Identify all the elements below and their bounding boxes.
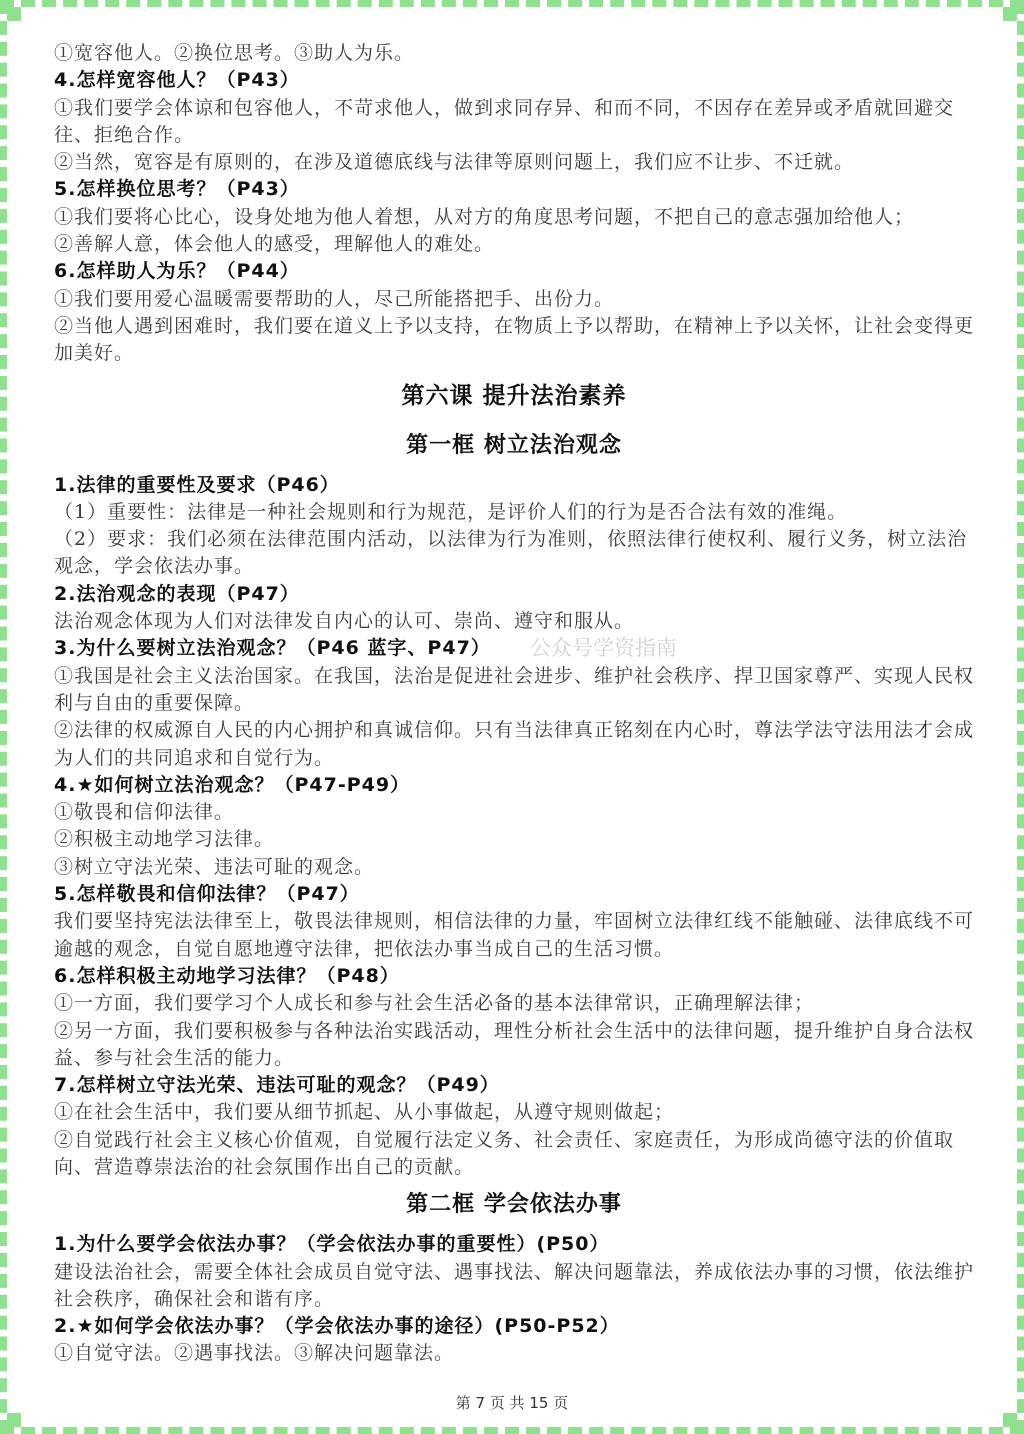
question-heading: 2.法治观念的表现（P47） [54,582,300,605]
answer-text: ②积极主动地学习法律。 [54,828,275,851]
question-heading: 2.★如何学会依法办事？（学会依法办事的途径）(P50-P52） [54,1315,620,1338]
answer-text: ②另一方面，我们要积极参与各种法治实践活动，理性分析社会生活中的法律问题，提升维护自身合法权益、参与社会生活的能力。 [54,1019,975,1069]
answer-text: ②当然，宽容是有原则的，在涉及道德底线与法律等原则问题上，我们应不让步、不迁就。 [54,151,855,174]
answer-text: ①一方面，我们要学习个人成长和参与社会生活必备的基本法律常识，正确理解法律； [54,992,815,1015]
answer-text: ①我们要用爱心温暖需要帮助的人，尽己所能搭把手、出份力。 [54,287,615,310]
question-heading: 3.为什么要树立法治观念？（P46 蓝字、P47） [54,637,491,660]
question-heading: 5.怎样敬畏和信仰法律？（P47） [54,883,360,906]
answer-text: ②自觉践行社会主义核心价值观，自觉履行法定义务、社会责任、家庭责任，为形成尚德守法的价值取向、营造尊崇法治的社会氛围作出自己的贡献。 [54,1128,955,1178]
answer-text: （2）要求：我们必须在法律范围内活动，以法律为行为准则，依照法律行使权利、履行义务，树立法治观念，学会依法办事。 [54,528,968,578]
answer-text: ②善解人意，体会他人的感受，理解他人的难处。 [54,233,495,256]
answer-text: ②法律的权威源自人民的内心拥护和真诚信仰。只有当法律真正铭刻在内心时，尊法学法守法用法才会成为人们的共同追求和自觉行为。 [54,719,975,769]
answer-text: 法治观念体现为人们对法律发自内心的认可、崇尚、遵守和服从。 [54,610,635,633]
question-heading: 6.怎样助人为乐？（P44） [54,260,300,283]
answer-text: （1）重要性：法律是一种社会规则和行为规范，是评价人们的行为是否合法有效的准绳。 [54,500,848,523]
answer-text: ①我国是社会主义法治国家。在我国，法治是促进社会进步、维护社会秩序、捍卫国家尊严、实现人民权利与自由的重要保障。 [54,664,975,714]
lesson-title: 第六课 提升法治素养 [401,382,627,409]
answer-text: ①我们要学会体谅和包容他人，不苛求他人，做到求同存异、和而不同，不因存在差异或矛盾就回避交往、拒绝合作。 [54,96,955,146]
question-heading: 1.法律的重要性及要求（P46） [54,473,340,496]
answer-text: 我们要坚持宪法法律至上，敬畏法律规则，相信法律的力量，牢固树立法律红线不能触碰、法律底线不可逾越的观念，自觉自愿地遵守法律，把依法办事当成自己的生活习惯。 [54,910,975,960]
question-heading: 5.怎样换位思考？（P43） [54,178,300,201]
border-corner [7,7,21,21]
answer-text: ①宽容他人。②换位思考。③助人为乐。 [54,42,415,64]
answer-text: ①我们要将心比心，设身处地为他人着想，从对方的角度思考问题，不把自己的意志强加给他人； [54,205,915,228]
watermark: 公众号学资指南 [530,636,677,660]
border-corner [7,1413,21,1427]
question-heading: 4.★如何树立法治观念？（P47-P49） [54,773,411,796]
question-heading: 7.怎样树立守法光荣、违法可耻的观念？（P49） [54,1074,500,1097]
answer-text: ①在社会生活中，我们要从细节抓起、从小事做起，从遵守规则做起； [54,1101,675,1124]
question-heading: 1.为什么要学会依法办事？（学会依法办事的重要性）(P50） [54,1233,610,1256]
answer-text: ①敬畏和信仰法律。 [54,801,235,824]
answer-text: ③树立守法光荣、违法可耻的观念。 [54,855,375,878]
border-corner [1003,7,1017,21]
answer-text: ②当他人遇到困难时，我们要在道义上予以支持，在物质上予以帮助，在精神上予以关怀，让社会变得更加美好。 [54,314,975,365]
border-corner [1003,1413,1017,1427]
page-number: 第 7 页 共 15 页 [455,1394,569,1412]
answer-text: 建设法治社会，需要全体社会成员自觉守法、遇事找法、解决问题靠法，养成依法办事的习惯，依法维护社会秩序，确保社会和谐有序。 [54,1260,975,1310]
question-heading: 6.怎样积极主动地学习法律？（P48） [54,964,400,987]
section-title: 第一框 树立法治观念 [406,432,622,458]
section-title: 第二框 学会依法办事 [406,1192,622,1218]
question-heading: 4.怎样宽容他人？（P43） [54,69,300,92]
answer-text: ①自觉守法。②遇事找法。③解决问题靠法。 [54,1342,455,1365]
document-body [54,40,974,1368]
